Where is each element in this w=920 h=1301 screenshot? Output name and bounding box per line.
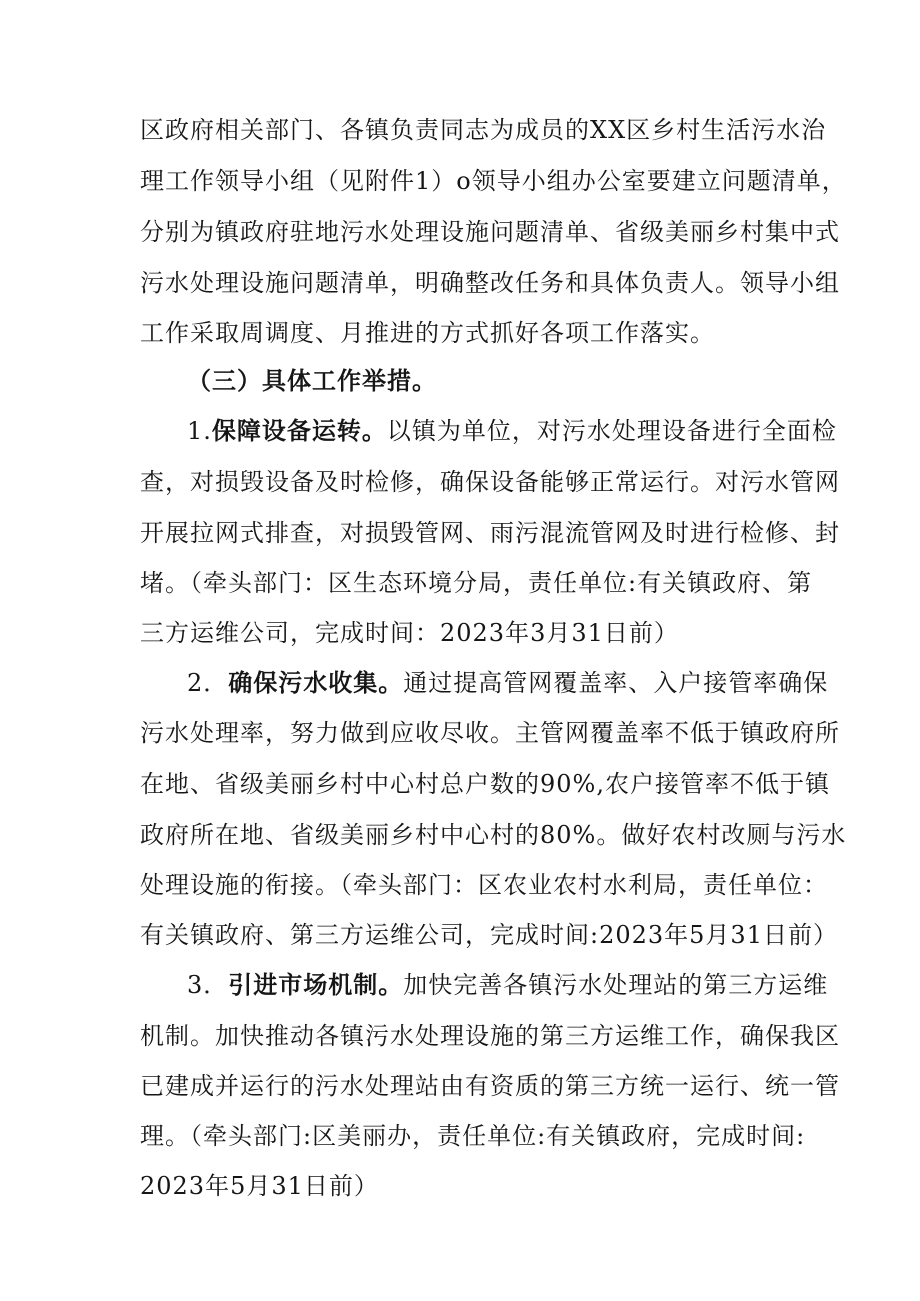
item-number: 1. [187, 417, 212, 445]
list-item-first-line [187, 668, 829, 698]
paragraph-line: 区政府相关部门、各镇负责同志为成员的XX区乡村生活污水治 [140, 116, 827, 144]
paragraph-line: 处理设施的衔接。（牵头部门：区农业农村水利局，责任单位： [140, 871, 828, 899]
item-text: 以镇为单位，对污水处理设备进行全面检 [386, 417, 837, 445]
paragraph-line: 已建成并运行的污水处理站由有资质的第三方统一运行、统一管 [140, 1072, 840, 1100]
paragraph-line: 理。（牵头部门:区美丽办，责任单位:有关镇政府，完成时间: [140, 1122, 806, 1150]
item-text: 通过提高管网覆盖率、入户接管率确保 [403, 669, 829, 697]
paragraph-line: 分别为镇政府驻地污水处理设施问题清单、省级美丽乡村集中式 [140, 218, 840, 246]
paragraph-line: 堵。（牵头部门：区生态环境分局，责任单位:有关镇政府、第 [140, 569, 813, 597]
list-item-first-line [187, 416, 837, 446]
paragraph-line: 理工作领导小组（见附件1）o领导小组办公室要建立问题清单， [140, 167, 847, 195]
paragraph-line: 污水处理率，努力做到应收尽收。主管网覆盖率不低于镇政府所 [140, 719, 840, 747]
paragraph-line: 有关镇政府、第三方运维公司，完成时间:2023年5月31日前） [140, 921, 838, 949]
list-item-first-line [187, 970, 829, 1000]
item-title: 引进市场机制。 [228, 971, 404, 999]
item-title: 保障设备运转。 [211, 417, 387, 445]
paragraph-line: 三方运维公司，完成时间：2023年3月31日前） [140, 619, 679, 647]
paragraph-line: 污水处理设施问题清单，明确整改任务和具体负责人。领导小组 [140, 269, 840, 297]
item-text: 加快完善各镇污水处理站的第三方运维 [403, 971, 829, 999]
paragraph-line: 政府所在地、省级美丽乡村中心村的80%。做好农村改厕与污水 [140, 821, 847, 849]
item-title: 确保污水收集。 [228, 669, 404, 697]
paragraph-line: 机制。加快推动各镇污水处理设施的第三方运维工作，确保我区 [140, 1022, 840, 1050]
paragraph-line: 查，对损毁设备及时检修，确保设备能够正常运行。对污水管网 [140, 468, 840, 496]
paragraph-line: 在地、省级美丽乡村中心村总户数的90%,农户接管率不低于镇 [140, 770, 830, 798]
paragraph-line: 工作采取周调度、月推进的方式抓好各项工作落实。 [140, 319, 715, 347]
item-number: 3． [187, 971, 229, 999]
section-heading: （三）具体工作举措。 [187, 367, 437, 395]
paragraph-line: 2023年5月31日前） [140, 1172, 379, 1200]
item-number: 2． [187, 669, 229, 697]
paragraph-line: 开展拉网式排查，对损毁管网、雨污混流管网及时进行检修、封 [140, 519, 840, 547]
